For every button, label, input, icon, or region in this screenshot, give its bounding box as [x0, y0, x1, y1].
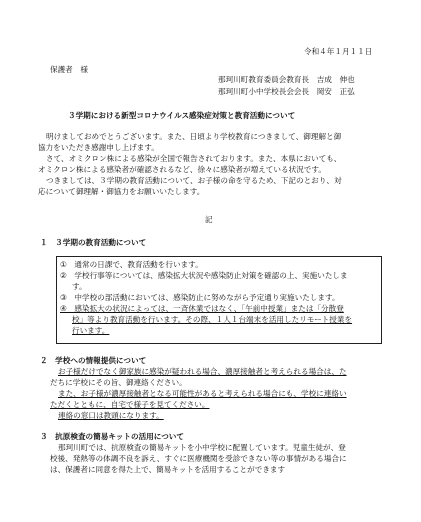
- intro-line: さて、オミクロン株による感染が全国で報告されております。また、本県においても、: [46, 154, 342, 163]
- list-item: ③ 中学校の部活動においては、感染防止に努めながら予定通り実施いたします。: [60, 293, 340, 302]
- sender-1: 那珂川町教育委員会教育長 吉成 伸也: [218, 75, 355, 84]
- intro-line: つきましては、３学期の教育活動について、お子様の命を守るため、下記のとおり、対: [46, 176, 342, 185]
- list-item: ④ 感染拡大の状況によっては、一斉休業ではなく、「午前中授業」または「分散登: [60, 304, 344, 313]
- ki-heading: 記: [205, 215, 213, 224]
- list-item: 校」等より教育活動を行います。その際、１人１台端末を活用したリモート授業を: [72, 315, 353, 324]
- paragraph-line: また、お子様が濃厚接触者となる可能性があると考えられる場合にも、学校に連絡い: [58, 389, 347, 398]
- recipient: 保護者 様: [50, 65, 88, 74]
- paragraph-line: 校後、発熱等の体調不良を訴え、すぐに医療機関を受診できない等の事情がある場合に: [50, 454, 347, 463]
- list-item: 行います。: [72, 326, 110, 335]
- intro-line: 協力をいただき感謝申し上げます。: [38, 143, 159, 152]
- paragraph-line: は、保護者に同意を得た上で、簡易キットを活用することができます: [50, 465, 286, 474]
- list-item: す。: [72, 282, 87, 291]
- list-item: ① 通常の日課で、教育活動を行います。: [60, 260, 203, 269]
- list-item: ② 学校行事等については、感染拡大状況や感染防止対策を確認の上、実施いたしま: [60, 271, 348, 280]
- section-2-heading: ２ 学校への情報提供について: [40, 356, 147, 365]
- paragraph-line: だちに学校にその旨、御連絡ください。: [50, 378, 187, 387]
- sender-2: 那珂川町小中学校長会会長 岡安 正弘: [218, 87, 355, 96]
- paragraph-line: 那珂川町では、抗原検査の簡易キットを小中学校に配置しています。児童生徒が、登: [58, 443, 346, 452]
- section-3-heading: ３ 抗原検査の簡易キットの活用について: [40, 432, 184, 441]
- paragraph-line: 連絡の窓口は教頭になります。: [58, 411, 164, 420]
- date: 令和４年１月１１日: [304, 47, 373, 56]
- intro-line: 明けましておめでとうございます。また、日頃より学校教育につきまして、御理解と御: [46, 132, 342, 141]
- paragraph-line: ただくとともに、自宅で様子を見てください。: [50, 400, 210, 409]
- intro-line: オミクロン株による感染者が確認されるなど、徐々に感染者が増えている状況です。: [38, 165, 326, 174]
- paragraph-line: お子様だけでなく御家族に感染が疑われる場合、濃厚接触者と考えられる場合は、た: [58, 367, 347, 376]
- intro-line: 応について御理解・御協力をお願いいたします。: [38, 187, 205, 196]
- section-1-heading: １ ３学期の教育活動について: [40, 238, 147, 247]
- document-title: ３学期における新型コロナウイルス感染症対策と教育活動について: [68, 111, 296, 120]
